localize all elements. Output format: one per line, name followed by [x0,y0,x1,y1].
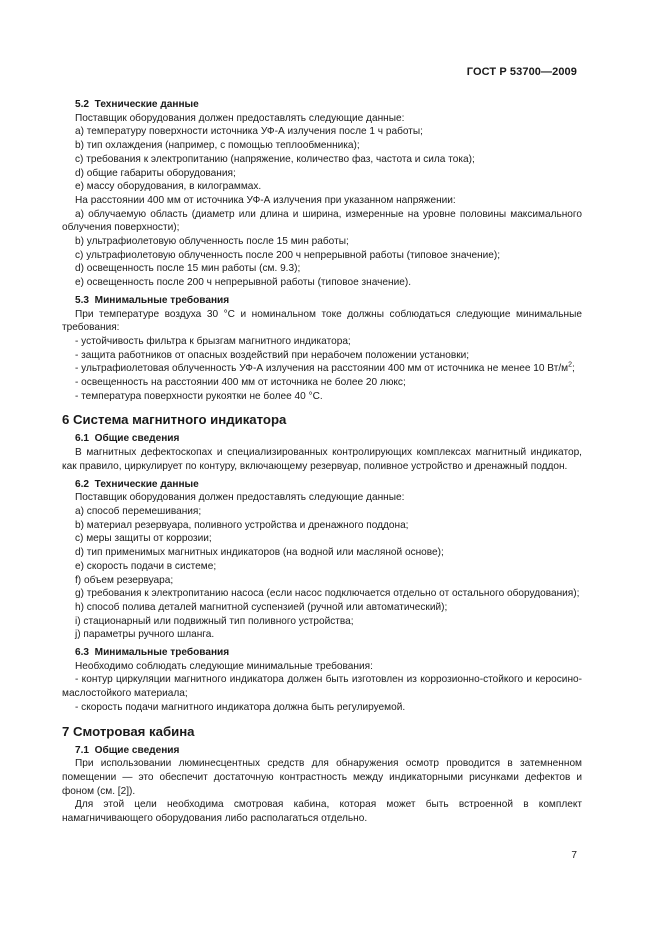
list-item: e) скорость подачи в системе; [75,560,217,572]
list-item: d) освещенность после 15 мин работы (см. 9.3); [75,263,301,275]
subsection-heading-5-3: 5.3 Минимальные требования [75,294,230,306]
list-item: g) требования к электропитанию насоса (если насос подключается отдельно от остального оборудования); [75,588,580,600]
list-item: a) температуру поверхности источника УФ-А излучения после 1 ч работы; [75,126,423,138]
paragraph: Необходимо соблюдать следующие минимальные требования: [75,660,373,672]
paragraph: Для этой цели необходима смотровая кабина, которая может быть встроенной в комплект намагничивающего оборудования либо располагаться отдельно. [62,799,582,825]
list-item: a) способ перемешивания; [75,505,202,517]
list-item: f) объем резервуара; [75,574,174,586]
list-item: d) общие габариты оборудования; [75,167,236,179]
list-item: b) материал резервуара, поливного устройства и дренажного поддона; [75,519,409,531]
subsection-heading-6-1: 6.1 Общие сведения [75,433,180,445]
list-item: - ультрафиолетовая облученность УФ-А излучения на расстоянии 400 мм от источника не менее 10 $Вт/м^2$; [75,362,575,375]
list-item: h) способ полива деталей магнитной суспензией (ручной или автоматический); [75,601,448,613]
page-number: 7 [571,850,577,861]
paragraph: В магнитных дефектоскопах и специализированных контролирующих комплексах магнитный индикатор, как правило, циркулирует по контуру, включающему резервуар, поливное устройство и дренажный поддон. [62,447,582,472]
list-item: - освещенность на расстоянии 400 мм от источника не более 20 люкс; [75,377,406,389]
list-item: - скорость подачи магнитного индикатора должна быть регулируемой. [75,701,406,713]
paragraph: При использовании люминесцентных средств для обнаружения осмотр проводится в затемненном помещении — это обеспечит достаточную контрастность между индикаторными рисунками дефектов и фоном (см. [2]). [62,758,582,797]
list-item: e) массу оборудования, в килограммах. [75,181,262,193]
list-item: c) меры защиты от коррозии; [75,533,212,545]
list-item: c) требования к электропитанию (напряжение, количество фаз, частота и сила тока); [75,153,475,165]
list-item: i) стационарный или подвижный тип поливного устройства; [75,615,354,627]
list-item: a) облучаемую область (диаметр или длина и ширина, измеренные на уровне половины максимального облучения поверхности); [62,208,582,234]
subsection-heading-6-2: 6.2 Технические данные [75,478,199,490]
list-item: b) ультрафиолетовую облученность после 15 мин работы; [75,236,349,248]
list-item: b) тип охлаждения (например, с помощью теплообменника); [75,140,360,152]
list-item: d) тип применимых магнитных индикаторов (на водной или масляной основе); [75,547,444,559]
list-item: - температура поверхности рукоятки не более 40 °С. [75,390,323,402]
paragraph: Поставщик оборудования должен предоставлять следующие данные: [75,112,405,124]
section-heading-7: 7 Смотровая кабина [62,723,195,739]
subsection-heading-7-1: 7.1 Общие сведения [75,744,180,756]
paragraph: При температуре воздуха 30 °С и номинальном токе должны соблюдаться следующие минимальные требования: [62,308,582,334]
page-body [62,98,582,826]
list-item: j) параметры ручного шланга. [75,629,215,641]
subsection-heading-5-2: 5.2 Технические данные [75,99,199,110]
paragraph: Поставщик оборудования должен предоставлять следующие данные: [75,492,405,504]
list-item: - контур циркуляции магнитного индикатора должен быть изготовлен из коррозионно-стойкого и керосино-маслостойкого материала; [62,674,582,700]
subsection-heading-6-3: 6.3 Минимальные требования [75,647,230,659]
paragraph: На расстоянии 400 мм от источника УФ-А излучения при указанном напряжении: [75,194,456,206]
list-item: e) освещенность после 200 ч непрерывной работы (типовое значение). [75,277,412,289]
section-heading-6: 6 Система магнитного индикатора [62,412,287,428]
list-item: c) ультрафиолетовую облученность после 200 ч непрерывной работы (типовое значение); [75,249,501,261]
list-item: - защита работников от опасных воздействий при нерабочем положении установки; [75,349,470,361]
document-id: ГОСТ Р 53700—2009 [466,66,577,78]
list-item: - устойчивость фильтра к брызгам магнитного индикатора; [75,335,351,347]
